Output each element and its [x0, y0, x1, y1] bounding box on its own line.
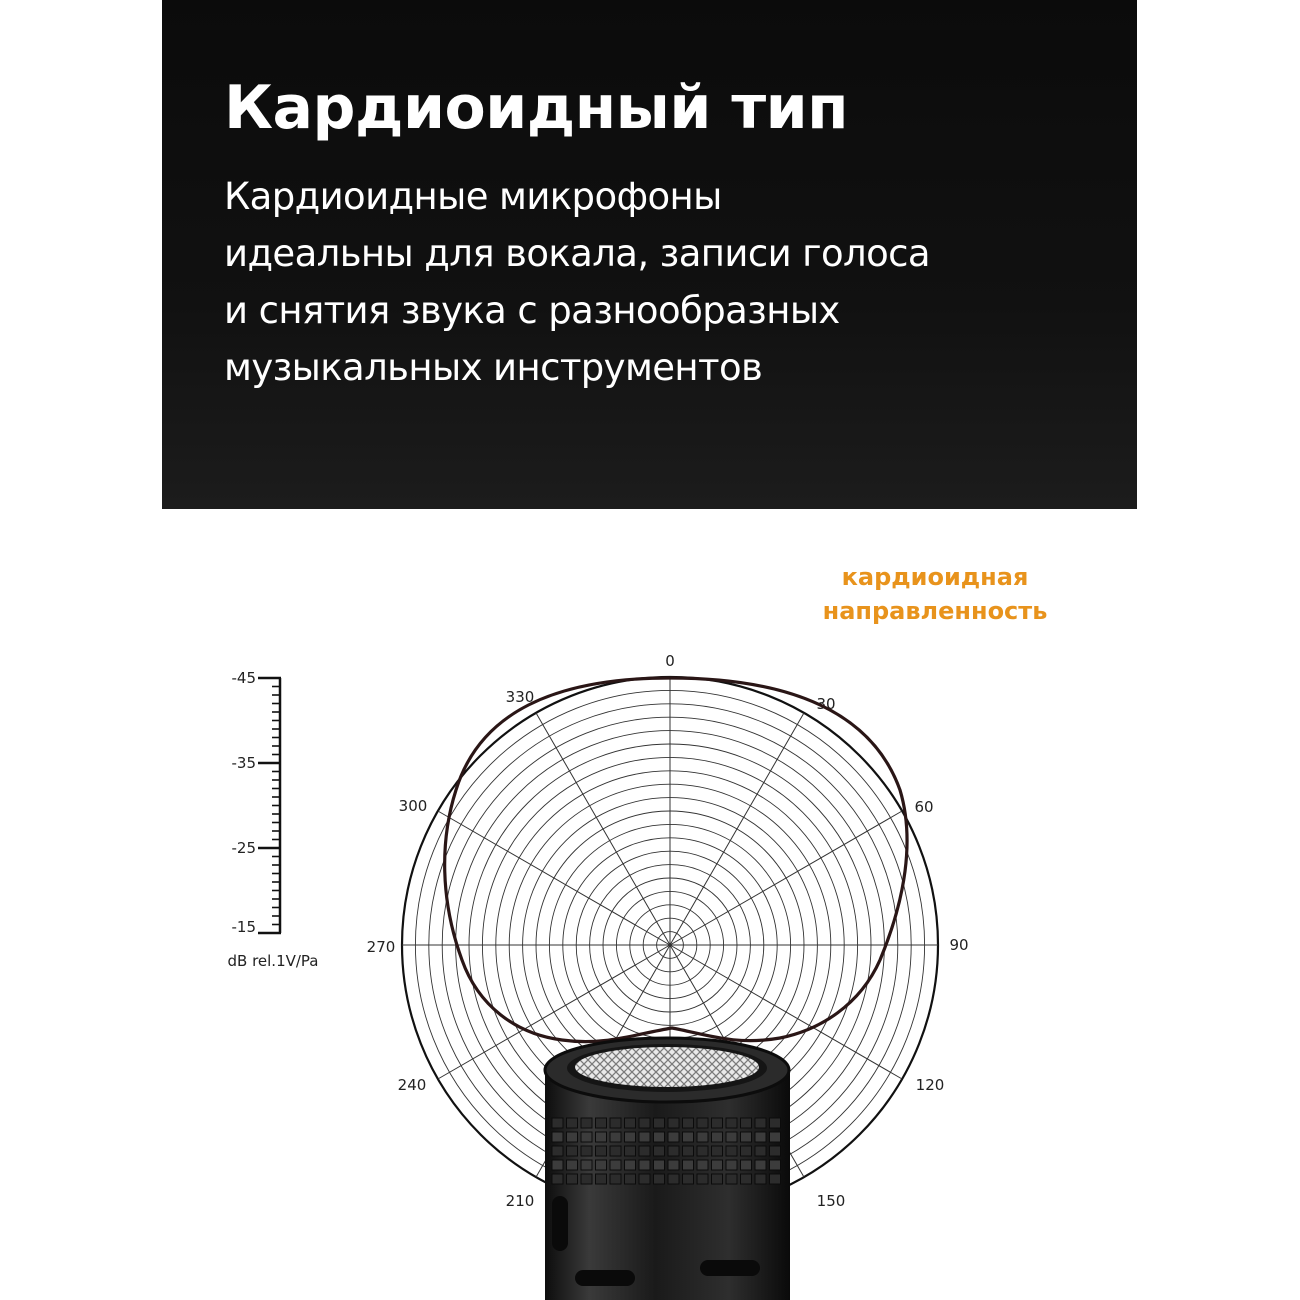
knurl-cell: [668, 1160, 679, 1170]
knurl-cell: [610, 1132, 621, 1142]
knurl-cell: [567, 1118, 578, 1128]
knurl-cell: [596, 1174, 607, 1184]
knurl-cell: [552, 1146, 563, 1156]
knurl-cell: [654, 1174, 665, 1184]
polar-spoke: [670, 713, 804, 945]
angle-label-120: 120: [915, 1076, 945, 1094]
knurl-cell: [581, 1146, 592, 1156]
knurl-cell: [668, 1174, 679, 1184]
knurl-cell: [726, 1160, 737, 1170]
db-tick-label-25: -25: [231, 839, 256, 857]
knurl-cell: [552, 1174, 563, 1184]
knurl-cell: [567, 1160, 578, 1170]
knurl-cell: [697, 1174, 708, 1184]
knurl-cell: [581, 1160, 592, 1170]
knurl-cell: [567, 1146, 578, 1156]
knurl-cell: [654, 1118, 665, 1128]
knurl-cell: [668, 1118, 679, 1128]
knurl-cell: [654, 1132, 665, 1142]
knurl-cell: [770, 1132, 781, 1142]
knurl-cell: [712, 1118, 723, 1128]
knurl-cell: [683, 1132, 694, 1142]
knurl-cell: [726, 1118, 737, 1128]
knurl-cell: [712, 1132, 723, 1142]
knurl-cell: [639, 1132, 650, 1142]
knurl-cell: [770, 1160, 781, 1170]
polar-spoke: [670, 811, 902, 945]
knurl-cell: [755, 1146, 766, 1156]
angle-label-60: 60: [914, 798, 934, 816]
mic-slot-front-2: [575, 1270, 635, 1286]
knurl-cell: [683, 1160, 694, 1170]
page-title: Кардиоидный тип: [224, 73, 849, 143]
knurl-cell: [712, 1146, 723, 1156]
cardioid-pattern: [445, 678, 907, 1042]
knurl-cell: [755, 1118, 766, 1128]
knurl-cell: [654, 1160, 665, 1170]
knurl-cell: [552, 1118, 563, 1128]
knurl-cell: [552, 1160, 563, 1170]
angle-label-330: 330: [505, 688, 535, 706]
knurl-cell: [552, 1132, 563, 1142]
knurl-cell: [625, 1132, 636, 1142]
pattern-caption-line-1: кардиоидная: [841, 563, 1029, 591]
angle-label-0: 0: [665, 652, 675, 670]
knurl-cell: [639, 1118, 650, 1128]
angle-label-240: 240: [397, 1076, 427, 1094]
knurl-cell: [625, 1118, 636, 1128]
knurl-cell: [712, 1174, 723, 1184]
knurl-cell: [668, 1146, 679, 1156]
db-scale: [227, 669, 318, 970]
knurl-cell: [770, 1174, 781, 1184]
knurl-cell: [596, 1132, 607, 1142]
angle-label-270: 270: [366, 938, 396, 956]
knurl-cell: [610, 1146, 621, 1156]
db-unit-label: dB rel.1V/Pa: [227, 952, 319, 970]
knurl-cell: [741, 1118, 752, 1128]
knurl-cell: [770, 1118, 781, 1128]
knurl-cell: [639, 1146, 650, 1156]
polar-spoke: [536, 713, 670, 945]
description-line-1: Кардиоидные микрофоны: [224, 175, 722, 218]
description-line-2: идеальны для вокала, записи голоса: [224, 232, 930, 275]
angle-label-30: 30: [816, 695, 836, 713]
knurl-cell: [596, 1160, 607, 1170]
knurl-cell: [625, 1160, 636, 1170]
knurl-cell: [654, 1146, 665, 1156]
knurl-cell: [625, 1174, 636, 1184]
knurl-cell: [625, 1146, 636, 1156]
knurl-cell: [581, 1132, 592, 1142]
knurl-cell: [697, 1146, 708, 1156]
knurl-cell: [596, 1118, 607, 1128]
description-line-3: и снятия звука с разнообразных: [224, 289, 840, 332]
knurl-cell: [581, 1118, 592, 1128]
knurl-cell: [770, 1146, 781, 1156]
knurl-cell: [610, 1160, 621, 1170]
angle-label-300: 300: [398, 797, 428, 815]
angle-label-150: 150: [816, 1192, 846, 1210]
mic-slot-front: [700, 1260, 760, 1276]
knurl-cell: [741, 1132, 752, 1142]
microphone-capsule-icon: [545, 1038, 790, 1300]
knurl-cell: [596, 1146, 607, 1156]
db-tick-label-45: -45: [231, 669, 256, 687]
knurl-cell: [726, 1146, 737, 1156]
knurl-cell: [697, 1132, 708, 1142]
knurl-cell: [712, 1160, 723, 1170]
knurl-cell: [741, 1160, 752, 1170]
knurl-cell: [683, 1174, 694, 1184]
knurl-cell: [741, 1146, 752, 1156]
angle-label-90: 90: [949, 936, 969, 954]
mic-slot-left: [552, 1196, 568, 1251]
knurl-cell: [610, 1118, 621, 1128]
db-tick-label-15: -15: [231, 918, 256, 936]
knurl-cell: [581, 1174, 592, 1184]
knurl-cell: [668, 1132, 679, 1142]
db-tick-label-35: -35: [231, 754, 256, 772]
knurl-cell: [697, 1160, 708, 1170]
description-line-4: музыкальных инструментов: [224, 346, 763, 389]
knurl-cell: [697, 1118, 708, 1128]
knurl-cell: [726, 1174, 737, 1184]
knurl-cell: [567, 1174, 578, 1184]
knurl-cell: [755, 1132, 766, 1142]
knurl-cell: [741, 1174, 752, 1184]
knurl-cell: [567, 1132, 578, 1142]
knurl-cell: [755, 1174, 766, 1184]
knurl-cell: [610, 1174, 621, 1184]
knurl-cell: [683, 1118, 694, 1128]
polar-spoke: [438, 811, 670, 945]
knurl-cell: [755, 1160, 766, 1170]
angle-label-210: 210: [505, 1192, 535, 1210]
knurl-cell: [726, 1132, 737, 1142]
knurl-cell: [639, 1160, 650, 1170]
mic-grille: [575, 1047, 759, 1087]
pattern-caption-line-2: направленность: [822, 597, 1048, 625]
knurl-cell: [683, 1146, 694, 1156]
knurl-cell: [639, 1174, 650, 1184]
